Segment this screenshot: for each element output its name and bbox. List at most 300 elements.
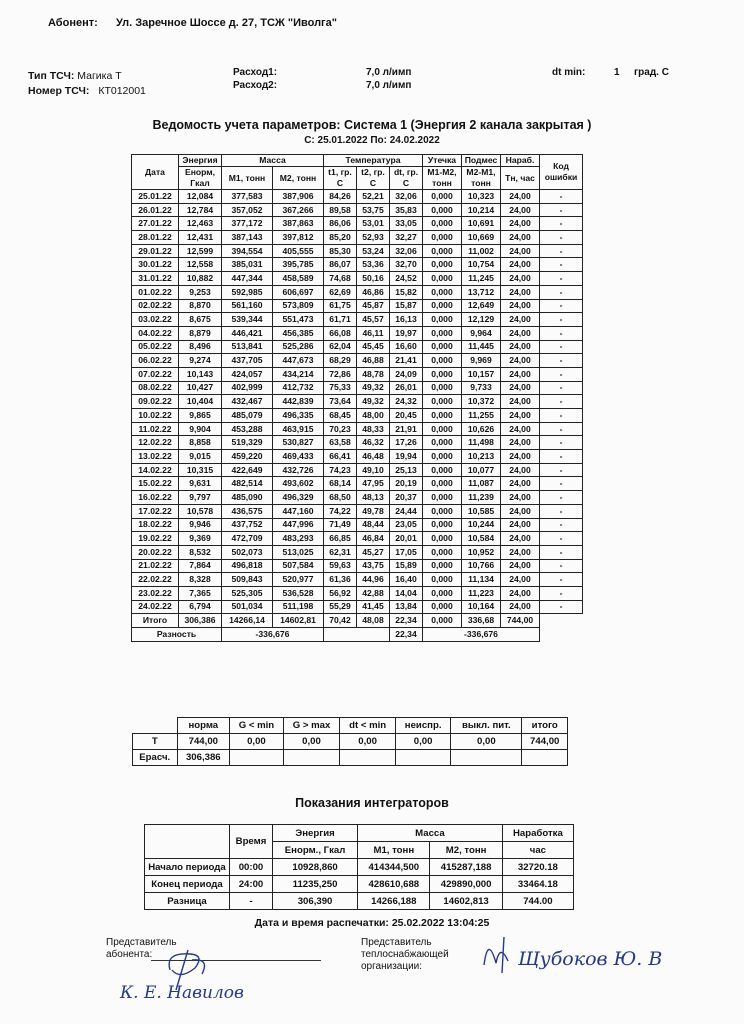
table-cell: 49,10: [357, 463, 390, 477]
table-cell: -: [540, 203, 583, 217]
difference-tail: [540, 628, 583, 642]
table-cell: -: [540, 463, 583, 477]
total-cell: 744,00: [501, 614, 540, 628]
table-cell: 10,372: [462, 395, 501, 409]
table-cell: -: [540, 409, 583, 423]
subscriber-rep-line1: Представитель: [106, 937, 177, 948]
table-cell: 496,335: [273, 409, 324, 423]
table-cell: 20,37: [390, 491, 423, 505]
integrator-cell: 10928,860: [273, 859, 358, 876]
table-row: [132, 491, 583, 505]
table-cell: 24,00: [501, 272, 540, 286]
table-cell: 32,70: [390, 258, 423, 272]
supplier-rep-line3: организации:: [361, 961, 423, 972]
table-cell: 68,29: [324, 354, 357, 368]
table-cell: -: [540, 450, 583, 464]
tsch-number-label: Номер ТСЧ:: [28, 85, 90, 97]
table-cell: 11,445: [462, 340, 501, 354]
table-cell: 9,946: [179, 518, 222, 532]
sum-cell: [522, 750, 568, 766]
table-cell: 16.02.22: [132, 491, 179, 505]
table-cell: 10,952: [462, 545, 501, 559]
table-cell: 0,000: [423, 395, 462, 409]
table-cell: -: [540, 340, 583, 354]
table-cell: 30.01.22: [132, 258, 179, 272]
table-cell: 0,000: [423, 477, 462, 491]
sum-head-poweroff: выкл. пит.: [451, 718, 522, 734]
table-cell: 46,84: [357, 532, 390, 546]
table-cell: 8,858: [179, 436, 222, 450]
int-head-energy: Энергия: [273, 825, 358, 842]
table-cell: 55,29: [324, 600, 357, 614]
print-date: Дата и время распечатки: 25.02.2022 13:04:25: [254, 917, 490, 929]
table-cell: 7,365: [179, 586, 222, 600]
integrator-cell: 415287,188: [430, 859, 502, 876]
table-cell: 49,32: [357, 395, 390, 409]
table-cell: 46,86: [357, 285, 390, 299]
table-cell: 12,463: [179, 217, 222, 231]
table-cell: 46,11: [357, 326, 390, 340]
table-cell: 493,602: [273, 477, 324, 491]
table-row: [132, 600, 583, 614]
table-cell: 0,000: [423, 600, 462, 614]
table-cell: 24,52: [390, 272, 423, 286]
table-cell: 44,96: [357, 573, 390, 587]
col-dt: dt, гр. С: [390, 167, 423, 190]
table-cell: 24,00: [501, 559, 540, 573]
table-cell: 432,467: [222, 395, 273, 409]
integrator-row: [145, 893, 574, 910]
table-cell: 24,00: [501, 477, 540, 491]
table-cell: 0,000: [423, 326, 462, 340]
difference-dt: 22,34: [390, 628, 423, 642]
table-cell: 04.02.22: [132, 326, 179, 340]
integrator-row: [145, 876, 574, 893]
col-m1-m2: М1-М2, тонн: [423, 167, 462, 190]
table-cell: 12,784: [179, 203, 222, 217]
table-row: [132, 422, 583, 436]
table-cell: 11,223: [462, 586, 501, 600]
table-cell: 15,87: [390, 299, 423, 313]
table-cell: 0,000: [423, 504, 462, 518]
table-cell: 47,95: [357, 477, 390, 491]
table-row: [132, 545, 583, 559]
table-cell: -: [540, 518, 583, 532]
table-cell: 16,40: [390, 573, 423, 587]
table-cell: -: [540, 217, 583, 231]
table-cell: 15,89: [390, 559, 423, 573]
table-cell: 0,000: [423, 340, 462, 354]
table-cell: 0,000: [423, 313, 462, 327]
table-cell: 10,584: [462, 532, 501, 546]
table-cell: 18.02.22: [132, 518, 179, 532]
difference-leak: -336,676: [423, 628, 540, 642]
table-cell: 56,92: [324, 586, 357, 600]
col-m2-m1: М2-М1, тонн: [462, 167, 501, 190]
table-cell: 08.02.22: [132, 381, 179, 395]
integrator-cell: 24:00: [230, 876, 273, 893]
table-cell: 32,27: [390, 231, 423, 245]
integrator-cell: 32720.18: [502, 859, 573, 876]
dtmin-value: 1: [614, 67, 620, 78]
table-cell: 377,172: [222, 217, 273, 231]
table-cell: 539,344: [222, 313, 273, 327]
table-cell: 513,025: [273, 545, 324, 559]
table-cell: 446,421: [222, 326, 273, 340]
table-cell: 0,000: [423, 573, 462, 587]
table-cell: 16,60: [390, 340, 423, 354]
integrator-cell: 14602,813: [430, 893, 502, 910]
table-cell: 85,20: [324, 231, 357, 245]
table-cell: 41,45: [357, 600, 390, 614]
integrator-cell: 428610,688: [358, 876, 430, 893]
table-row: [132, 463, 583, 477]
table-cell: 62,69: [324, 285, 357, 299]
table-cell: 530,827: [273, 436, 324, 450]
subscriber-rep-line2: абонента:: [106, 949, 153, 960]
total-cell: 22,34: [390, 614, 423, 628]
table-cell: 24,00: [501, 190, 540, 204]
table-cell: 46,32: [357, 436, 390, 450]
table-cell: 24,00: [501, 463, 540, 477]
table-cell: 74,23: [324, 463, 357, 477]
table-cell: -: [540, 258, 583, 272]
table-cell: 394,554: [222, 244, 273, 258]
table-cell: 63,58: [324, 436, 357, 450]
table-cell: -: [540, 477, 583, 491]
table-cell: 71,49: [324, 518, 357, 532]
flow2-label: Расход2:: [233, 80, 278, 91]
table-cell: 01.02.22: [132, 285, 179, 299]
table-cell: 0,000: [423, 190, 462, 204]
table-cell: 45,27: [357, 545, 390, 559]
table-cell: 447,996: [273, 518, 324, 532]
table-cell: 14,04: [390, 586, 423, 600]
summary-e-row: [133, 750, 568, 766]
table-row: [132, 395, 583, 409]
table-cell: 496,329: [273, 491, 324, 505]
table-cell: 74,68: [324, 272, 357, 286]
table-cell: -: [540, 272, 583, 286]
table-cell: 24,00: [501, 244, 540, 258]
table-cell: 0,000: [423, 559, 462, 573]
table-cell: 66,85: [324, 532, 357, 546]
table-cell: 24,00: [501, 409, 540, 423]
table-cell: 07.02.22: [132, 367, 179, 381]
table-cell: 0,000: [423, 272, 462, 286]
flow2-value: 7,0 л/имп: [366, 80, 412, 91]
page-title: Ведомость учета параметров: Система 1 (Энергия 2 канала закрытая ): [152, 118, 592, 132]
sum-cell: 0,00: [230, 734, 284, 750]
table-cell: 62,04: [324, 340, 357, 354]
table-cell: 357,052: [222, 203, 273, 217]
sum-cell: 0,00: [451, 734, 522, 750]
table-cell: 459,220: [222, 450, 273, 464]
subscriber-signature: [110, 940, 310, 1010]
col-t2: t2, гр. С: [357, 167, 390, 190]
table-cell: 29.01.22: [132, 244, 179, 258]
table-cell: 45,45: [357, 340, 390, 354]
col-date: Дата: [132, 155, 179, 190]
table-cell: 53,24: [357, 244, 390, 258]
table-cell: 70,23: [324, 422, 357, 436]
table-cell: 48,00: [357, 409, 390, 423]
table-cell: 8,879: [179, 326, 222, 340]
table-cell: 19,94: [390, 450, 423, 464]
table-cell: 424,057: [222, 367, 273, 381]
table-row: [132, 367, 583, 381]
sum-head-gmax: G > max: [283, 718, 340, 734]
table-cell: 24,00: [501, 545, 540, 559]
tsch-number: [28, 85, 146, 97]
table-row: [132, 190, 583, 204]
table-cell: 483,293: [273, 532, 324, 546]
table-cell: 0,000: [423, 258, 462, 272]
table-cell: 31.01.22: [132, 272, 179, 286]
table-cell: 74,22: [324, 504, 357, 518]
table-cell: -: [540, 395, 583, 409]
table-cell: 24,00: [501, 436, 540, 450]
table-cell: 10,213: [462, 450, 501, 464]
table-cell: 437,752: [222, 518, 273, 532]
sum-cell: 0,00: [283, 734, 340, 750]
sum-cell: Т: [133, 734, 178, 750]
table-cell: 13,712: [462, 285, 501, 299]
integrator-cell: 14266,188: [358, 893, 430, 910]
table-cell: -: [540, 244, 583, 258]
table-cell: 447,344: [222, 272, 273, 286]
table-cell: 485,079: [222, 409, 273, 423]
int-head-energy-unit: Енорм., Гкал: [273, 842, 358, 859]
table-cell: 387,906: [273, 190, 324, 204]
table-cell: 25,13: [390, 463, 423, 477]
table-cell: 442,839: [273, 395, 324, 409]
sum-head-gmin: G < min: [230, 718, 284, 734]
table-cell: 62,31: [324, 545, 357, 559]
table-cell: 10,323: [462, 190, 501, 204]
table-cell: 24,00: [501, 491, 540, 505]
table-cell: 436,575: [222, 504, 273, 518]
table-cell: 24,00: [501, 354, 540, 368]
table-cell: 11,134: [462, 573, 501, 587]
table-cell: 0,000: [423, 244, 462, 258]
table-cell: 11,002: [462, 244, 501, 258]
table-cell: 0,000: [423, 299, 462, 313]
table-cell: 24,00: [501, 381, 540, 395]
signature-right-text: Щубоков Ю. В: [518, 948, 663, 970]
table-cell: 502,073: [222, 545, 273, 559]
table-cell: 0,000: [423, 367, 462, 381]
table-cell: 61,71: [324, 313, 357, 327]
table-cell: 412,732: [273, 381, 324, 395]
table-cell: 525,286: [273, 340, 324, 354]
table-cell: 456,385: [273, 326, 324, 340]
table-cell: -: [540, 491, 583, 505]
table-cell: 24,00: [501, 203, 540, 217]
table-cell: -: [540, 313, 583, 327]
table-cell: 485,090: [222, 491, 273, 505]
table-row: [132, 354, 583, 368]
sum-head-norm: норма: [177, 718, 230, 734]
table-cell: 12,558: [179, 258, 222, 272]
table-cell: 20,45: [390, 409, 423, 423]
table-cell: 12,129: [462, 313, 501, 327]
table-cell: 24,00: [501, 532, 540, 546]
table-cell: 26,01: [390, 381, 423, 395]
table-cell: -: [540, 422, 583, 436]
table-cell: 61,36: [324, 573, 357, 587]
table-cell: 0,000: [423, 409, 462, 423]
table-cell: 20.02.22: [132, 545, 179, 559]
total-cell: 306,386: [179, 614, 222, 628]
table-cell: 11.02.22: [132, 422, 179, 436]
table-cell: 0,000: [423, 518, 462, 532]
table-cell: 61,75: [324, 299, 357, 313]
table-cell: 28.01.22: [132, 231, 179, 245]
table-cell: 20,19: [390, 477, 423, 491]
table-row: [132, 244, 583, 258]
subscriber-value: Ул. Заречное Шоссе д. 27, ТСЖ "Иволга": [116, 17, 337, 29]
subscriber-label: Абонент:: [48, 17, 98, 29]
table-cell: 472,709: [222, 532, 273, 546]
int-head-work-unit: час: [502, 842, 573, 859]
table-cell: 72,86: [324, 367, 357, 381]
table-cell: 8,675: [179, 313, 222, 327]
table-cell: 367,266: [273, 203, 324, 217]
table-cell: 15,82: [390, 285, 423, 299]
group-energy: Энергия: [179, 155, 222, 167]
table-row: [132, 477, 583, 491]
table-cell: 501,034: [222, 600, 273, 614]
table-cell: 387,863: [273, 217, 324, 231]
difference-empty: [324, 628, 390, 642]
table-cell: 9,631: [179, 477, 222, 491]
table-row: [132, 559, 583, 573]
table-cell: 24,00: [501, 504, 540, 518]
total-cell: 14266,14: [222, 614, 273, 628]
period: С: 25.01.2022 По: 24.02.2022: [304, 135, 440, 146]
table-cell: 9,015: [179, 450, 222, 464]
integrator-cell: Начало периода: [145, 859, 230, 876]
table-cell: 22.02.22: [132, 573, 179, 587]
table-cell: 10,427: [179, 381, 222, 395]
table-cell: 68,50: [324, 491, 357, 505]
table-cell: 551,473: [273, 313, 324, 327]
table-cell: 49,32: [357, 381, 390, 395]
table-cell: 24,00: [501, 299, 540, 313]
table-cell: 85,30: [324, 244, 357, 258]
table-cell: 24,32: [390, 395, 423, 409]
table-cell: 0,000: [423, 422, 462, 436]
sum-cell: 744,00: [522, 734, 568, 750]
table-row: [132, 573, 583, 587]
table-cell: -: [540, 545, 583, 559]
table-cell: 463,915: [273, 422, 324, 436]
table-cell: 48,78: [357, 367, 390, 381]
table-cell: 45,87: [357, 299, 390, 313]
table-cell: 0,000: [423, 285, 462, 299]
table-cell: 395,785: [273, 258, 324, 272]
table-cell: 536,528: [273, 586, 324, 600]
int-corner: [145, 825, 230, 859]
table-cell: 75,33: [324, 381, 357, 395]
dtmin-unit: град. С: [634, 67, 669, 78]
total-cell: 336,68: [462, 614, 501, 628]
table-cell: 10,164: [462, 600, 501, 614]
integrator-cell: 414344,500: [358, 859, 430, 876]
table-cell: 458,589: [273, 272, 324, 286]
supplier-signature: [474, 925, 694, 985]
sum-cell: 0,00: [340, 734, 396, 750]
table-cell: 513,841: [222, 340, 273, 354]
table-cell: 16,13: [390, 313, 423, 327]
flow1-label: Расход1:: [233, 67, 278, 78]
table-cell: 422,649: [222, 463, 273, 477]
table-cell: 32,06: [390, 244, 423, 258]
table-cell: -: [540, 573, 583, 587]
table-cell: 23,05: [390, 518, 423, 532]
table-cell: 24.02.22: [132, 600, 179, 614]
table-row: [132, 586, 583, 600]
table-cell: 520,977: [273, 573, 324, 587]
table-cell: 19,97: [390, 326, 423, 340]
parameters-table: [131, 154, 583, 642]
table-cell: 606,697: [273, 285, 324, 299]
table-cell: 11,255: [462, 409, 501, 423]
table-cell: 561,160: [222, 299, 273, 313]
sum-cell: 0,00: [396, 734, 451, 750]
col-error: Код ошибки: [540, 155, 583, 190]
table-row: [132, 203, 583, 217]
col-energy: Енорм, Гкал: [179, 167, 222, 190]
table-cell: 10,214: [462, 203, 501, 217]
table-cell: 25.01.22: [132, 190, 179, 204]
difference-mass: -336,676: [222, 628, 324, 642]
table-row: [132, 326, 583, 340]
difference-row: [132, 628, 583, 642]
table-cell: 525,305: [222, 586, 273, 600]
integrator-cell: Разница: [145, 893, 230, 910]
table-cell: 507,584: [273, 559, 324, 573]
supplier-rep-line2: теплоснабжающей: [361, 949, 449, 960]
table-cell: 89,58: [324, 203, 357, 217]
sum-cell: [451, 750, 522, 766]
table-cell: 42,88: [357, 586, 390, 600]
table-cell: 9,964: [462, 326, 501, 340]
sum-head-dtmin: dt < min: [340, 718, 396, 734]
table-cell: -: [540, 285, 583, 299]
table-row: [132, 272, 583, 286]
table-cell: 447,673: [273, 354, 324, 368]
difference-label: Разность: [132, 628, 222, 642]
integrators-title: Показания интеграторов: [295, 796, 449, 810]
table-cell: 9,865: [179, 409, 222, 423]
table-cell: 385,031: [222, 258, 273, 272]
table-cell: 24,44: [390, 504, 423, 518]
table-cell: 10.02.22: [132, 409, 179, 423]
table-cell: 12,431: [179, 231, 222, 245]
table-row: [132, 532, 583, 546]
table-row: [132, 217, 583, 231]
table-cell: 511,198: [273, 600, 324, 614]
table-cell: 84,26: [324, 190, 357, 204]
table-cell: 0,000: [423, 545, 462, 559]
table-cell: 52,21: [357, 190, 390, 204]
table-cell: 11,498: [462, 436, 501, 450]
table-cell: 32,06: [390, 190, 423, 204]
signature-left-text: К. Е. Навилов: [120, 983, 244, 1003]
summary-t-row: [133, 734, 568, 750]
